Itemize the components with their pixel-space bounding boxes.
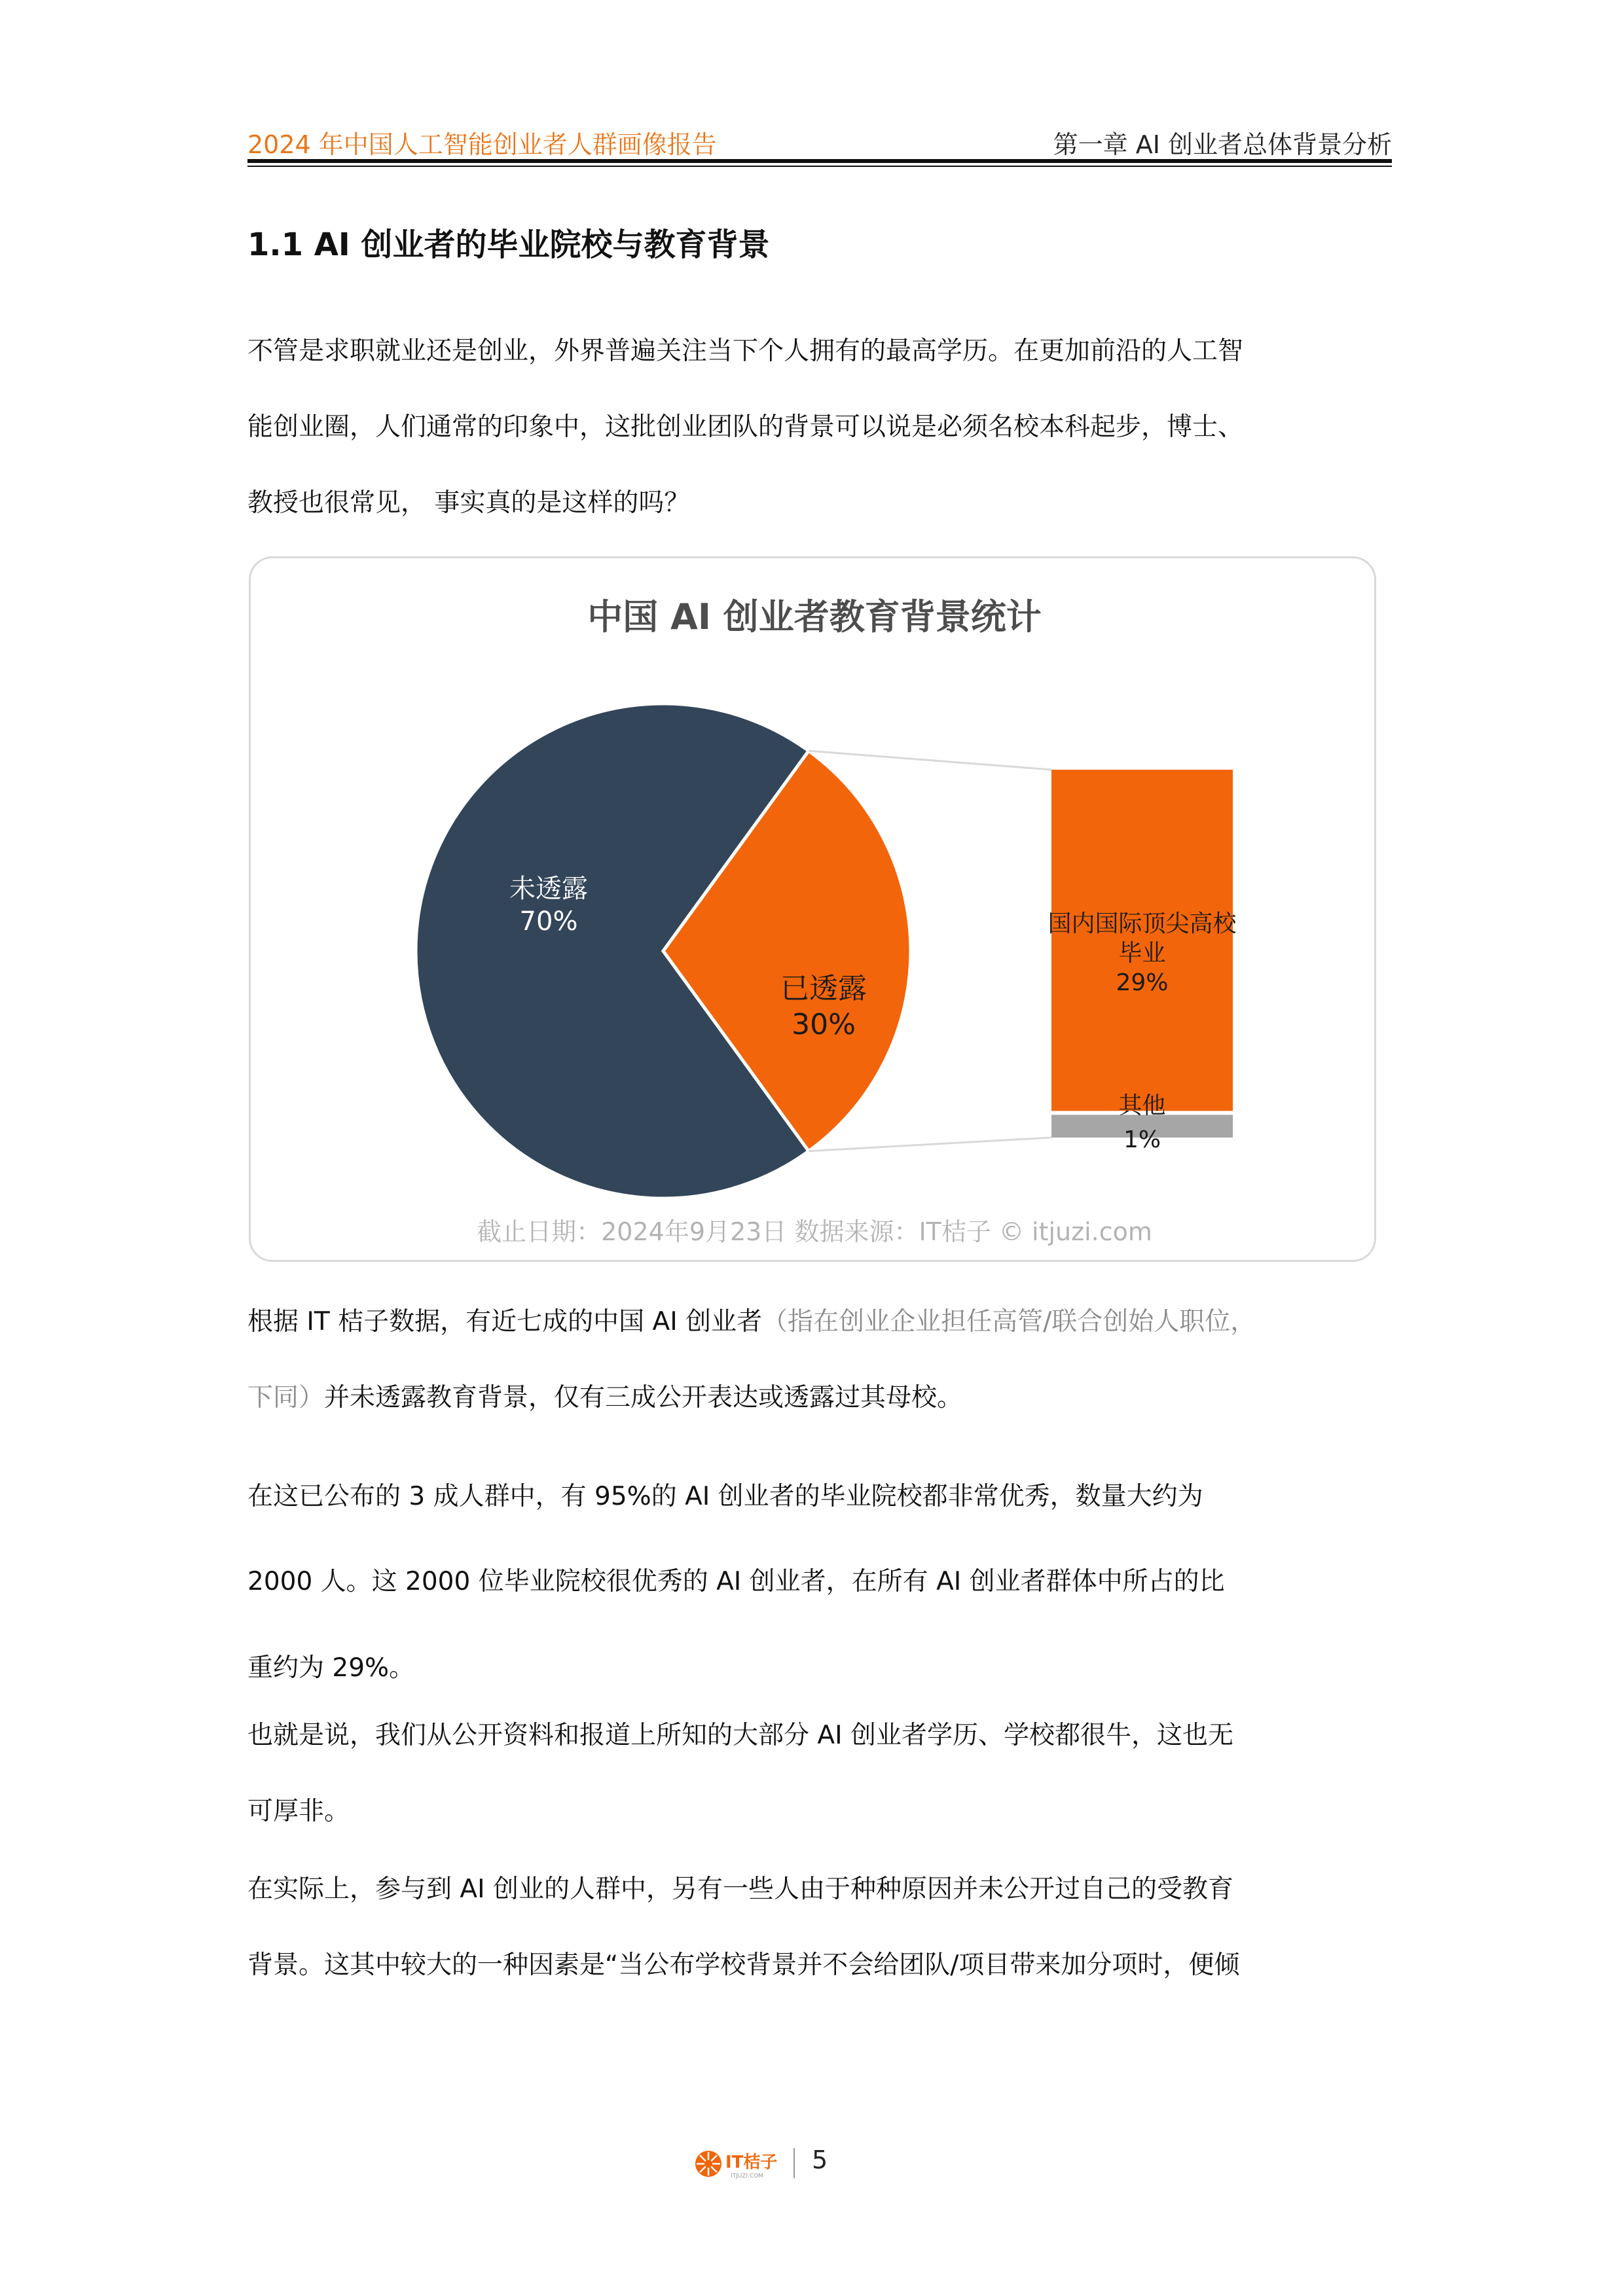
paragraph-line: 能创业圈，人们通常的印象中，这批创业团队的背景可以说是必须名校本科起步，博士、 <box>247 412 1244 442</box>
paragraph-line: 重约为 29%。 <box>247 1653 415 1683</box>
chart-title: 中国 AI 创业者教育背景统计 <box>587 596 1042 637</box>
logo-subtext: ITJUZI.COM <box>731 2173 764 2179</box>
pie-label-disclosed: 已透露 <box>780 972 867 1005</box>
paragraph-note: （指在创业企业担任高管/联合创始人职位， <box>762 1307 1256 1336</box>
paragraph-line: 也就是说，我们从公开资料和报道上所知的大部分 AI 创业者学历、学校都很牛，这也无 <box>247 1721 1233 1750</box>
page-number: 5 <box>812 2145 828 2174</box>
bar-label-top-schools: 国内国际顶尖高校 <box>1048 910 1237 937</box>
paragraph-line: 背景。这其中较大的一种因素是“当公布学校背景并不会给团队/项目带来加分项时，便倾 <box>247 1950 1240 1980</box>
breakdown-bar <box>1048 770 1237 1153</box>
paragraph-line <box>247 1377 962 1414</box>
connector-line-bottom <box>809 1138 1051 1151</box>
pie-value-disclosed: 30% <box>792 1008 856 1041</box>
paragraph-text: 根据 IT 桔子数据，有近七成的中国 AI 创业者 <box>247 1307 763 1336</box>
report-title: 2024 年中国人工智能创业者人群画像报告 <box>247 130 717 159</box>
paragraph-line: 在这已公布的 3 成人群中，有 95%的 AI 创业者的毕业院校都非常优秀，数量大约为 <box>247 1482 1203 1511</box>
header-rule-thick <box>247 159 1392 163</box>
logo-text: IT桔子 <box>725 2153 778 2172</box>
footer-separator <box>793 2148 795 2178</box>
paragraph-line: 不管是求职就业还是创业，外界普遍关注当下个人拥有的最高学历。在更加前沿的人工智 <box>247 336 1244 366</box>
itjuzi-logo <box>694 2147 792 2186</box>
header-rule-thin <box>247 166 1392 167</box>
education-pie-chart <box>251 558 1378 1264</box>
paragraph-line: 教授也很常见， 事实真的是这样的吗？ <box>247 488 690 518</box>
pie-label-undisclosed: 未透露 <box>509 874 588 904</box>
bar-label-top-schools-line2: 毕业 <box>1118 940 1166 967</box>
paragraph-note: 下同） <box>247 1383 325 1412</box>
paragraph-line: 在实际上，参与到 AI 创业的人群中，另有一些人由于种种原因并未公开过自己的受教育 <box>247 1874 1233 1904</box>
chapter-title: 第一章 AI 创业者总体背景分析 <box>1053 130 1392 159</box>
paragraph-line <box>247 1301 1256 1338</box>
bar-value-top-schools: 29% <box>1116 969 1169 996</box>
section-title: 1.1 AI 创业者的毕业院校与教育背景 <box>247 226 770 263</box>
paragraph-line: 可厚非。 <box>247 1797 350 1826</box>
bar-label-other: 其他 <box>1118 1092 1166 1119</box>
pie-value-undisclosed: 70% <box>519 906 578 937</box>
paragraph-line: 2000 人。这 2000 位毕业院校很优秀的 AI 创业者，在所有 AI 创业者群体中所占的比 <box>247 1567 1225 1596</box>
chart-footnote: 截止日期：2024年9月23日 数据来源：IT桔子 © itjuzi.com <box>477 1217 1152 1246</box>
connector-line-top <box>809 751 1051 770</box>
bar-value-other: 1% <box>1123 1126 1161 1153</box>
pie-group <box>416 704 911 1198</box>
paragraph-text: 并未透露教育背景，仅有三成公开表达或透露过其母校。 <box>324 1383 963 1412</box>
chart-card <box>249 556 1376 1262</box>
